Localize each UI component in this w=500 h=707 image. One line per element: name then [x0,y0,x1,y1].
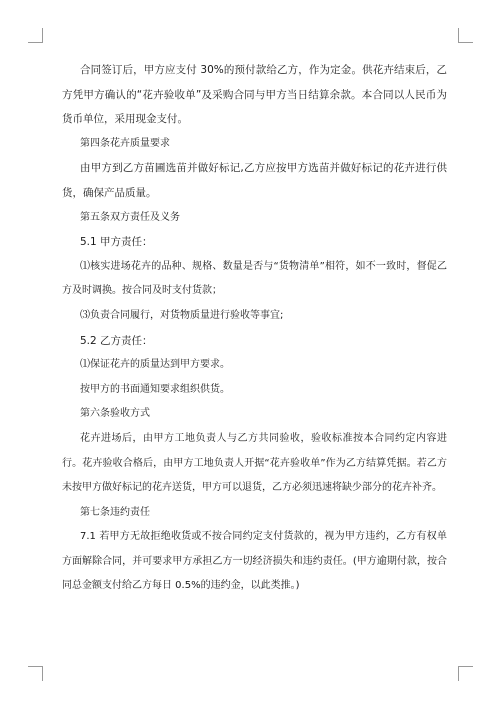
crop-mark-bottom-right [458,666,473,681]
party-a-duty-1: ⑴核实进场花卉的品种、规格、数量是否与“货物清单”相符，如不一致时，督促乙方及时调换。按合同及时支付货款； [62,260,447,297]
heading-article-4: 第四条花卉质量要求 [80,137,170,149]
heading-article-7: 第七条违约责任 [80,506,150,518]
party-a-duty-3: ⑶负责合同履行，对货物质量进行验收等事宜; [80,309,284,321]
subheading-party-a-duties: 5.1 甲方责任： [80,236,153,249]
paragraph-payment-terms: 合同签订后，甲方应支付 30%的预付款给乙方，作为定金。供花卉结束后，乙方凭甲方确认的“花卉验收单”及采购合同与甲方当日结算余款。本合同以人民币为货币单位，采用现金支付。 [62,64,447,126]
party-b-duty-2: 按甲方的书面通知要求组织供货。 [80,383,230,395]
crop-mark-bottom-left [28,666,43,681]
party-b-duty-1: ⑴保证花卉的质量达到甲方要求。 [80,359,230,371]
subheading-party-b-duties: 5.2 乙方责任： [80,334,153,347]
crop-mark-top-left [28,28,43,43]
paragraph-breach-liability: 7.1 若甲方无故拒绝收货或不按合同约定支付货款的，视为甲方违约，乙方有权单方面解除合同，并可要求甲方承担乙方一切经济损失和违约责任。(甲方逾期付款，按合同总金额支付给乙方每日 0.5%的违约金，以此类推。) [62,531,447,592]
heading-article-5: 第五条双方责任及义务 [80,211,180,223]
paragraph-quality-requirements: 由甲方到乙方苗圃选苗并做好标记,乙方应按甲方选苗并做好标记的花卉进行供货，确保产品质量。 [62,162,447,199]
crop-mark-top-right [458,28,473,43]
paragraph-acceptance-method: 花卉进场后，由甲方工地负责人与乙方共同验收，验收标准按本合同约定内容进行。花卉验收合格后，由甲方工地负责人开据“花卉验收单”作为乙方结算凭据。若乙方未按甲方做好标记的花卉送货，甲方可以退货，乙方必须迅速将缺少部分的花卉补齐。 [62,432,447,494]
heading-article-6: 第六条验收方式 [80,408,150,420]
document-body [62,58,447,599]
